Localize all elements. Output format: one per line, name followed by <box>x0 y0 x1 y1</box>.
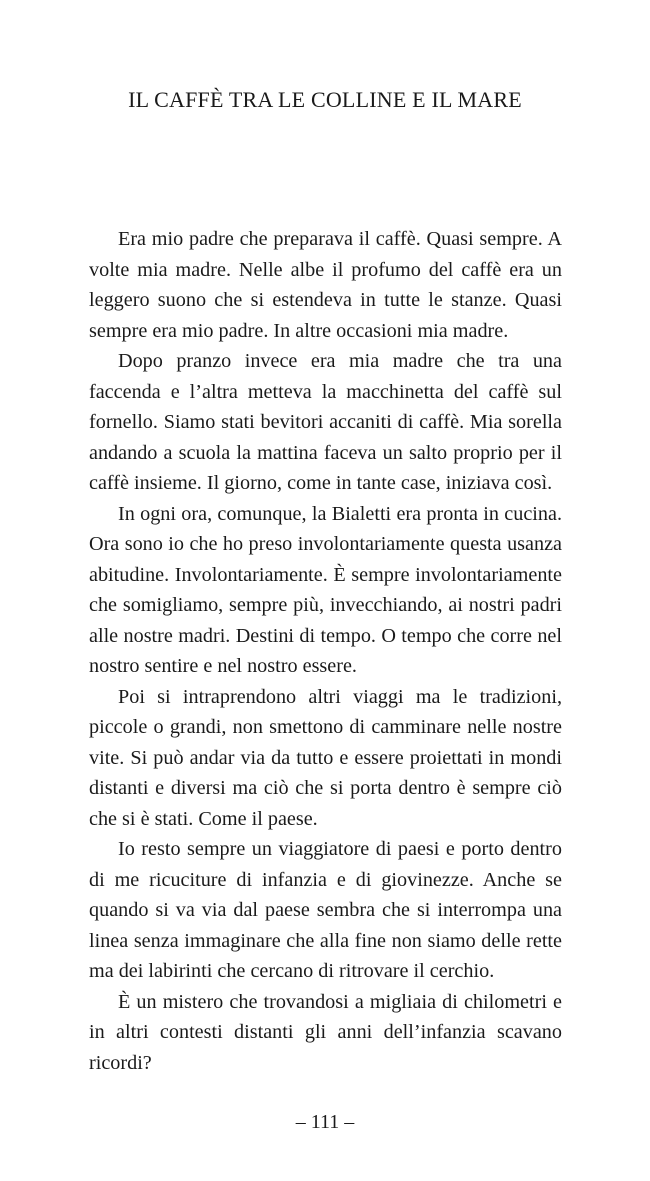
page-number: – 111 – <box>295 1111 355 1133</box>
chapter-title: IL CAFFÈ TRA LE COLLINE E IL MARE <box>128 87 522 112</box>
paragraph-2: Dopo pranzo invece era mia madre che tra una faccenda e l’altra metteva la macchinetta del caffè sul fornello. Siamo stati bevitori accaniti di caffè. Mia sorella andando a scuola la mattina faceva un salto proprio per il caffè insieme. Il giorno, come in tante case, iniziava così. <box>89 350 562 494</box>
paragraph-4: Poi si intraprendono altri viaggi ma le tradizioni, piccole o grandi, non smettono di camminare nelle nostre vite. Si può andar via da tutto e essere proiettati in mondi distanti e diversi ma ciò che si porta dentro è sempre ciò che si è stati. Come il paese. <box>89 685 562 830</box>
body-text <box>89 224 562 1078</box>
paragraph-6: È un mistero che trovandosi a migliaia di chilometri e in altri contesti distanti gli anni dell’infanzia scavano ricordi? <box>89 990 562 1074</box>
paragraph-1: Era mio padre che preparava il caffè. Quasi sempre. A volte mia madre. Nelle albe il profumo del caffè era un leggero suono che si estendeva in tutte le stanze. Quasi sempre era mio padre. In altre occasioni mia madre. <box>89 228 562 342</box>
paragraph-5: Io resto sempre un viaggiatore di paesi e porto dentro di me ricuciture di infanzia e di giovinezze. Anche se quando si va via dal paese sembra che si interrompa una linea senza immaginare che alla fine non siamo delle rette ma dei labirinti che cercano di ritrovare il cerchio. <box>89 838 562 982</box>
paragraph-3: In ogni ora, comunque, la Bialetti era pronta in cucina. Ora sono io che ho preso involontariamente questa usanza abitudine. Involontariamente. È sempre involontariamente che somigliamo, sempre più, invecchiando, ai nostri padri alle nostre madri. Destini di tempo. O tempo che corre nel nostro sentire e nel nostro essere. <box>89 502 562 677</box>
